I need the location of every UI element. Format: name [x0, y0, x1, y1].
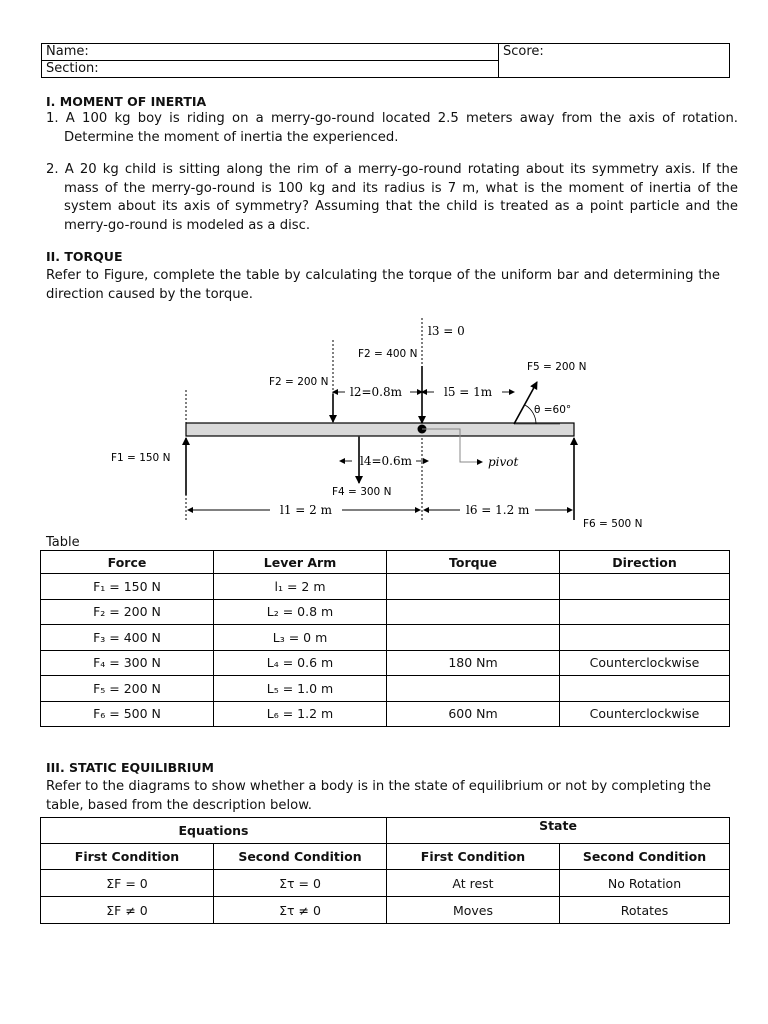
table-row	[41, 599, 730, 625]
table-row	[41, 701, 730, 727]
section-label: Section:	[46, 61, 99, 76]
label-l3: l3 = 0	[428, 324, 465, 338]
torque-cell[interactable]: 600 Nm	[387, 701, 560, 727]
equilibrium-table	[40, 817, 730, 924]
eq-second-cell: Στ ≠ 0	[214, 897, 387, 924]
label-f4: F4 = 300 N	[332, 486, 392, 498]
label-f3: F2 = 400 N	[358, 348, 418, 360]
direction-cell[interactable]	[560, 676, 730, 702]
label-l1: l1 = 2 m	[280, 503, 332, 517]
col-lever-arm: Lever Arm	[214, 551, 387, 574]
group-state: State	[387, 818, 730, 844]
table-row	[41, 650, 730, 676]
torque-table	[40, 550, 730, 727]
table-row	[41, 870, 730, 897]
direction-cell[interactable]	[560, 574, 730, 600]
force-cell: F₅ = 200 N	[41, 676, 214, 702]
force-cell: F₁ = 150 N	[41, 574, 214, 600]
label-l2: l2=0.8m	[350, 385, 402, 399]
col-force: Force	[41, 551, 214, 574]
section2-intro: Refer to Figure, complete the table by calculating the torque of the uniform bar and determining the direction caused by the torque.	[46, 268, 720, 302]
col-eq-first: First Condition	[41, 844, 214, 870]
uniform-bar	[186, 423, 574, 436]
torque-cell[interactable]	[387, 625, 560, 651]
col-torque: Torque	[387, 551, 560, 574]
label-f6: F6 = 500 N	[583, 518, 643, 530]
table-row	[41, 897, 730, 924]
lever-arm-cell: L₆ = 1.2 m	[214, 701, 387, 727]
table-header-row	[41, 844, 730, 870]
label-theta: θ =60°	[534, 404, 572, 416]
direction-cell[interactable]	[560, 599, 730, 625]
lever-arm-cell: L₅ = 1.0 m	[214, 676, 387, 702]
eq-first-cell: ΣF = 0	[41, 870, 214, 897]
direction-cell[interactable]	[560, 625, 730, 651]
group-header-row	[41, 818, 730, 844]
col-state-first: First Condition	[387, 844, 560, 870]
state-second-cell[interactable]: Rotates	[560, 897, 730, 924]
col-state-second: Second Condition	[560, 844, 730, 870]
force-cell: F₂ = 200 N	[41, 599, 214, 625]
torque-cell[interactable]	[387, 676, 560, 702]
lever-arm-cell: l₁ = 2 m	[214, 574, 387, 600]
state-second-cell[interactable]: No Rotation	[560, 870, 730, 897]
table-caption: Table	[46, 535, 80, 550]
torque-cell[interactable]	[387, 599, 560, 625]
label-f5: F5 = 200 N	[527, 361, 587, 373]
eq-first-cell: ΣF ≠ 0	[41, 897, 214, 924]
state-first-cell[interactable]: Moves	[387, 897, 560, 924]
force-f5-arrow	[514, 382, 537, 424]
section1-title: I. MOMENT OF INERTIA	[46, 94, 207, 109]
name-label: Name:	[46, 44, 89, 59]
label-f1: F1 = 150 N	[111, 452, 171, 464]
score-label: Score:	[503, 44, 544, 59]
label-f2: F2 = 200 N	[269, 376, 329, 388]
table-row	[41, 676, 730, 702]
label-l4: l4=0.6m	[360, 454, 412, 468]
force-cell: F₄ = 300 N	[41, 650, 214, 676]
direction-cell[interactable]: Counterclockwise	[560, 701, 730, 727]
label-l5: l5 = 1m	[444, 385, 493, 399]
state-first-cell[interactable]: At rest	[387, 870, 560, 897]
table-header-row	[41, 551, 730, 574]
question-2: 2. A 20 kg child is sitting along the rim of a merry-go-round rotating about its symmetry axis. If the mass of the merry-go-round is 100 kg and its radius is 7 m, what is the moment of inertia of the system about its axis of symmetry? Assuming that the child is treated as a point particle and the merry-go-round is modeled as a disc.	[46, 162, 738, 233]
force-cell: F₆ = 500 N	[41, 701, 214, 727]
question-1: 1. A 100 kg boy is riding on a merry-go-round located 2.5 meters away from the axis of rotation. Determine the moment of inertia the experienced.	[46, 111, 738, 145]
label-l6: l6 = 1.2 m	[466, 503, 530, 517]
col-direction: Direction	[560, 551, 730, 574]
group-equations: Equations	[41, 818, 387, 844]
eq-second-cell: Στ = 0	[214, 870, 387, 897]
label-pivot: pivot	[488, 455, 519, 469]
lever-arm-cell: L₄ = 0.6 m	[214, 650, 387, 676]
section2-title: II. TORQUE	[46, 249, 123, 264]
torque-cell[interactable]	[387, 574, 560, 600]
direction-cell[interactable]: Counterclockwise	[560, 650, 730, 676]
force-cell: F₃ = 400 N	[41, 625, 214, 651]
lever-arm-cell: L₂ = 0.8 m	[214, 599, 387, 625]
table-row	[41, 574, 730, 600]
torque-cell[interactable]: 180 Nm	[387, 650, 560, 676]
section3-intro: Refer to the diagrams to show whether a body is in the state of equilibrium or not by completing the table, based from the description below.	[46, 779, 712, 813]
col-eq-second: Second Condition	[214, 844, 387, 870]
table-row	[41, 625, 730, 651]
lever-arm-cell: L₃ = 0 m	[214, 625, 387, 651]
section3-title: III. STATIC EQUILIBRIUM	[46, 760, 214, 775]
